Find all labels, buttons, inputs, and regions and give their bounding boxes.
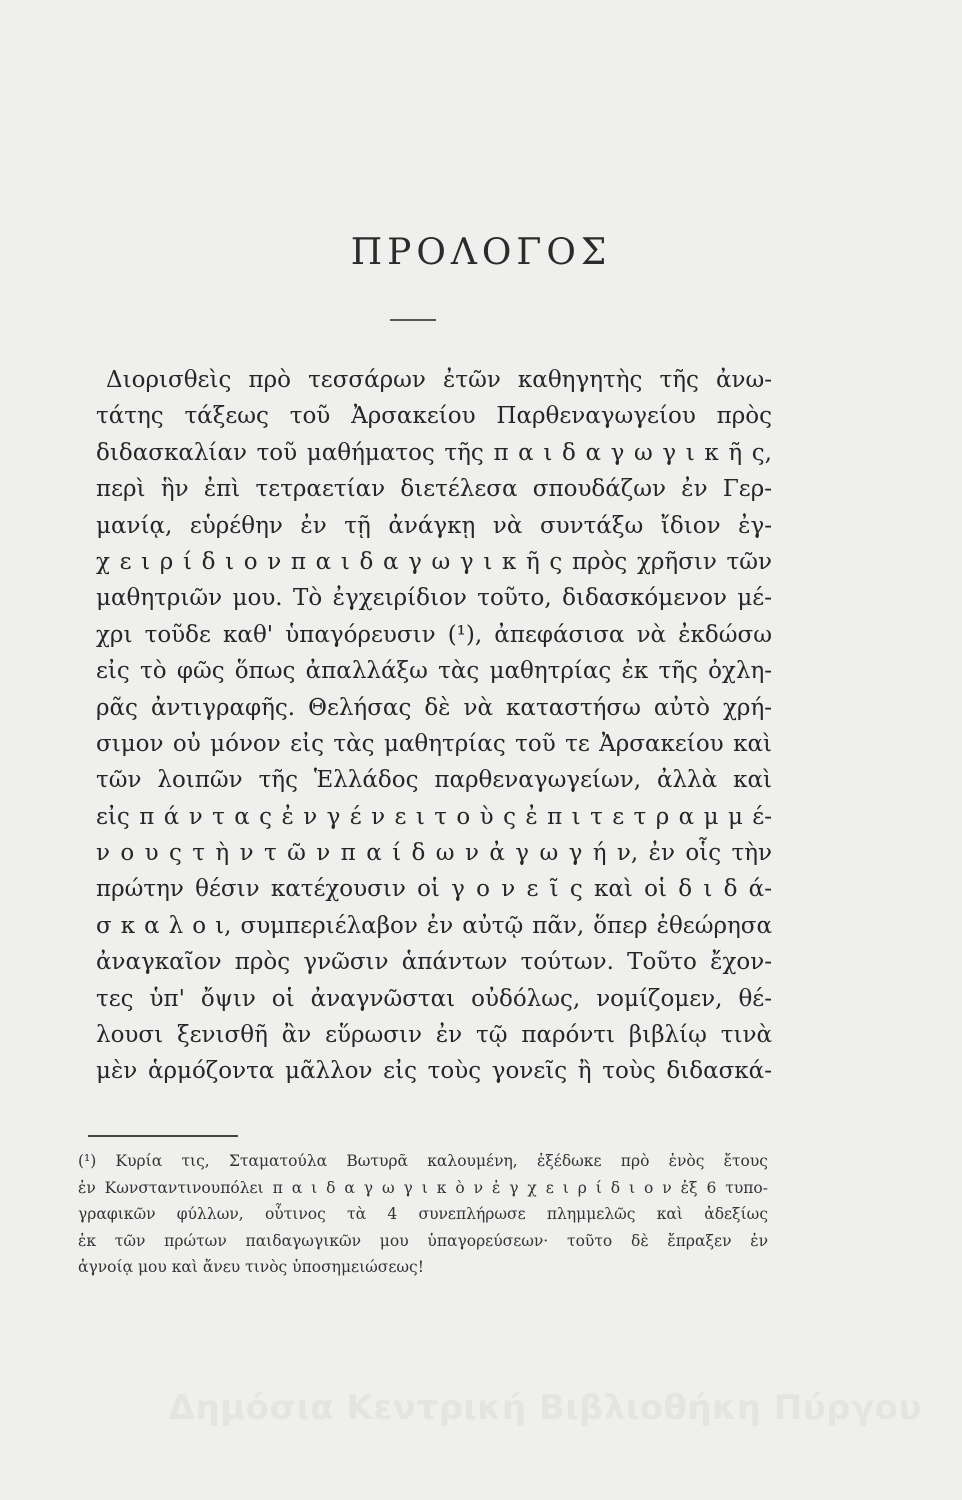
body-line: μανίᾳ, εὑρέθην ἐν τῇ ἀνάγκῃ νὰ συντάξω ἴδιον ἐγ-: [96, 512, 772, 539]
body-line: περὶ ἣν ἐπὶ τετραετίαν διετέλεσα σπουδάζων ἐν Γερ-: [96, 476, 772, 503]
body-line: ν ο υ ς τ ὴ ν τ ῶ ν π α ί δ ω ν ἀ γ ω γ ή ν, ἐν οἷς τὴν: [96, 840, 772, 867]
body-line: λουσι ξενισθῆ ἂν εὕρωσιν ἐν τῷ παρόντι βιβλίῳ τινὰ: [96, 1022, 772, 1049]
footnote-line: ἐκ τῶν πρώτων παιδαγωγικῶν μου ὑπαγορεύσεων· τοῦτο δὲ ἔπραξεν ἐν: [78, 1231, 768, 1250]
body-line: σιμον οὐ μόνον εἰς τὰς μαθητρίας τοῦ τε Ἀρσακείου καὶ: [96, 730, 772, 757]
page-title: ΠΡΟΛΟΓΟΣ: [350, 232, 612, 273]
body-line: μαθητριῶν μου. Τὸ ἐγχειρίδιον τοῦτο, διδασκόμενον μέ-: [96, 585, 772, 612]
footnote-line: (¹) Κυρία τις, Σταματούλα Βωτυρᾶ καλουμένη, ἐξέδωκε πρὸ ἑνὸς ἔτους: [78, 1152, 768, 1170]
footnote-line: ἐν Κωνσταντινουπόλει π α ι δ α γ ω γ ι κ ὸ ν ἐ γ χ ε ι ρ ί δ ι ο ν ἐξ 6 τυπο-: [78, 1178, 768, 1197]
body-line: τάτης τάξεως τοῦ Ἀρσακείου Παρθεναγωγείου πρὸς: [96, 403, 772, 430]
body-line: ρᾶς ἀντιγραφῆς. Θελήσας δὲ νὰ καταστήσω αὐτὸ χρή-: [96, 694, 772, 721]
body-line: χρι τοῦδε καθ' ὑπαγόρευσιν (¹), ἀπεφάσισα νὰ ἐκδώσω: [96, 621, 772, 648]
library-watermark: Δημόσια Κεντρική Βιβλιοθήκη Πύργου: [168, 1388, 922, 1428]
body-line: εἰς π ά ν τ α ς ἐ ν γ έ ν ε ι τ ο ὺ ς ἐ π ι τ ε τ ρ α μ μ έ-: [96, 803, 772, 830]
body-line: τες ὑπ' ὄψιν οἱ ἀναγνῶσται οὐδόλως, νομίζομεν, θέ-: [96, 985, 772, 1012]
body-line: Διορισθεὶς πρὸ τεσσάρων ἐτῶν καθηγητὴς τῆς ἀνω-: [106, 367, 772, 393]
body-line: διδασκαλίαν τοῦ μαθήματος τῆς π α ι δ α γ ω γ ι κ ῆ ς,: [96, 439, 772, 466]
body-line: μὲν ἁρμόζοντα μᾶλλον εἰς τοὺς γονεῖς ἢ τοὺς διδασκά-: [96, 1058, 772, 1085]
footnote: [78, 1148, 768, 1281]
body-line: χ ε ι ρ ί δ ι ο ν π α ι δ α γ ω γ ι κ ῆ ς πρὸς χρῆσιν τῶν: [96, 548, 772, 575]
footnote-line: ἀγνοίᾳ μου καὶ ἄνευ τινὸς ὑποσημειώσεως!: [78, 1258, 424, 1276]
body-text: [96, 362, 772, 1090]
body-line: τῶν λοιπῶν τῆς Ἑλλάδος παρθεναγωγείων, ἀλλὰ καὶ: [96, 767, 772, 794]
footnote-divider: [88, 1135, 238, 1137]
body-line: πρώτην θέσιν κατέχουσιν οἱ γ ο ν ε ῖ ς καὶ οἱ δ ι δ ά-: [96, 876, 772, 903]
body-line: εἰς τὸ φῶς ὅπως ἀπαλλάξω τὰς μαθητρίας ἐκ τῆς ὀχλη-: [96, 658, 772, 685]
body-line: σ κ α λ ο ι, συμπεριέλαβον ἐν αὐτῷ πᾶν, ὅπερ ἐθεώρησα: [96, 912, 772, 939]
footnote-line: γραφικῶν φύλλων, οὗτινος τὰ 4 συνεπλήρωσε πλημμελῶς καὶ ἀδεξίως: [78, 1205, 768, 1223]
body-line: ἀναγκαῖον πρὸς γνῶσιν ἁπάντων τούτων. Τοῦτο ἔχον-: [96, 949, 772, 976]
title-divider: [390, 319, 436, 321]
